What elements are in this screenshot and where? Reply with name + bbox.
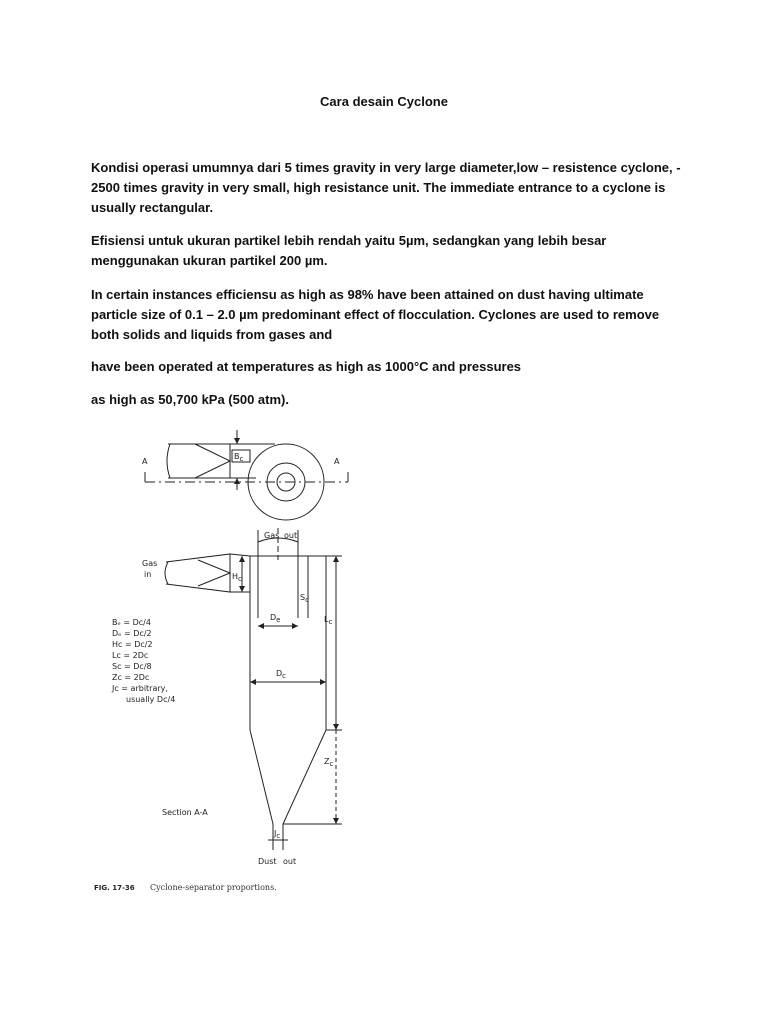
equation-sc: Sᴄ = Dᴄ/8 — [112, 662, 152, 671]
cyclone-diagram — [80, 420, 400, 910]
cone-right — [283, 730, 326, 824]
de-arrowhead-left — [258, 623, 264, 629]
paragraph-pressures: as high as 50,700 kPa (500 atm). — [91, 392, 289, 407]
gas-out-label-right: out — [284, 531, 298, 540]
figure-caption-text: Cyclone-separator proportions. — [150, 883, 277, 892]
equation-hc: Hᴄ = Dᴄ/2 — [112, 640, 153, 649]
dust-out-label-left: Dust — [258, 857, 277, 866]
dc-arrowhead-left — [250, 679, 256, 685]
hc-label: Hc — [232, 572, 242, 583]
inlet-top-connector — [230, 554, 250, 556]
de-label: De — [270, 613, 281, 624]
top-view-inlet-pipe — [168, 444, 230, 478]
equation-jc-usually: usually Dᴄ/4 — [126, 695, 176, 704]
section-a-right-label: A — [334, 457, 340, 466]
paragraph-efficiency: Efisiensi untuk ukuran partikel lebih rendah yaitu 5µm, sedangkan yang lebih besar menggunakan ukuran partikel 200 µm. — [91, 233, 607, 268]
zc-label: Zc — [324, 757, 334, 768]
lc-arrowhead-bottom — [333, 724, 339, 730]
paragraph-temperatures: have been operated at temperatures as high as 1000°C and pressures — [91, 359, 522, 374]
lc-label: Lc — [324, 615, 333, 626]
zc-arrowhead-bottom — [333, 818, 339, 824]
dc-label: Dc — [276, 669, 287, 680]
gas-in-label-line2: in — [144, 570, 152, 579]
cone-left — [250, 730, 273, 824]
gas-in-label-line1: Gas — [142, 559, 158, 568]
jc-label: Jc — [274, 829, 281, 840]
sc-label: Sc — [300, 593, 309, 604]
section-a-a-label: Section A-A — [162, 808, 208, 817]
cyclone-diagram-figure — [80, 420, 400, 910]
top-view-inlet-taper — [195, 444, 230, 478]
section-a-left-label: A — [142, 457, 148, 466]
hc-arrowhead-bottom — [239, 586, 245, 592]
paragraph-particle-size: In certain instances efficiensu as high as 98% have been attained on dust having ultimate particle size of 0.1 – 2.0 µm predominant effect of flocculation. Cyclones are used to remove both solids and liquids from gases and — [91, 287, 660, 342]
equation-de: Dₑ = Dᴄ/2 — [112, 629, 152, 638]
gas-out-label-left: Gas — [264, 531, 280, 540]
side-inlet-pipe-end — [165, 562, 168, 584]
top-view-inlet-pipe-end — [167, 444, 170, 478]
lc-arrowhead-top — [333, 556, 339, 562]
de-arrowhead-right — [292, 623, 298, 629]
bc-arrowhead-bottom — [234, 478, 240, 484]
figure-caption-number: FIG. 17-36 — [94, 884, 135, 892]
equation-jc: Jᴄ = arbitrary, — [112, 684, 168, 693]
equation-zc: Zᴄ = 2Dᴄ — [112, 673, 150, 682]
page-title: Cara desain Cyclone — [320, 94, 448, 109]
hc-arrowhead-top — [239, 556, 245, 562]
equation-bc: Bₑ = Dᴄ/4 — [112, 618, 151, 627]
dc-arrowhead-right — [320, 679, 326, 685]
side-inlet-taper — [198, 560, 230, 586]
equation-lc: Lᴄ = 2Dᴄ — [112, 651, 149, 660]
bc-label: Bc — [234, 452, 244, 463]
bc-arrowhead-top — [234, 438, 240, 444]
dust-out-label-right: out — [283, 857, 297, 866]
side-inlet-pipe — [166, 554, 230, 592]
paragraph-operating-conditions: Kondisi operasi umumnya dari 5 times gravity in very large diameter,low – resistence cyclone, - 2500 times gravity in very small, high resistance unit. The immediate entrance to a cyclone is usually rectangular. — [91, 160, 681, 215]
